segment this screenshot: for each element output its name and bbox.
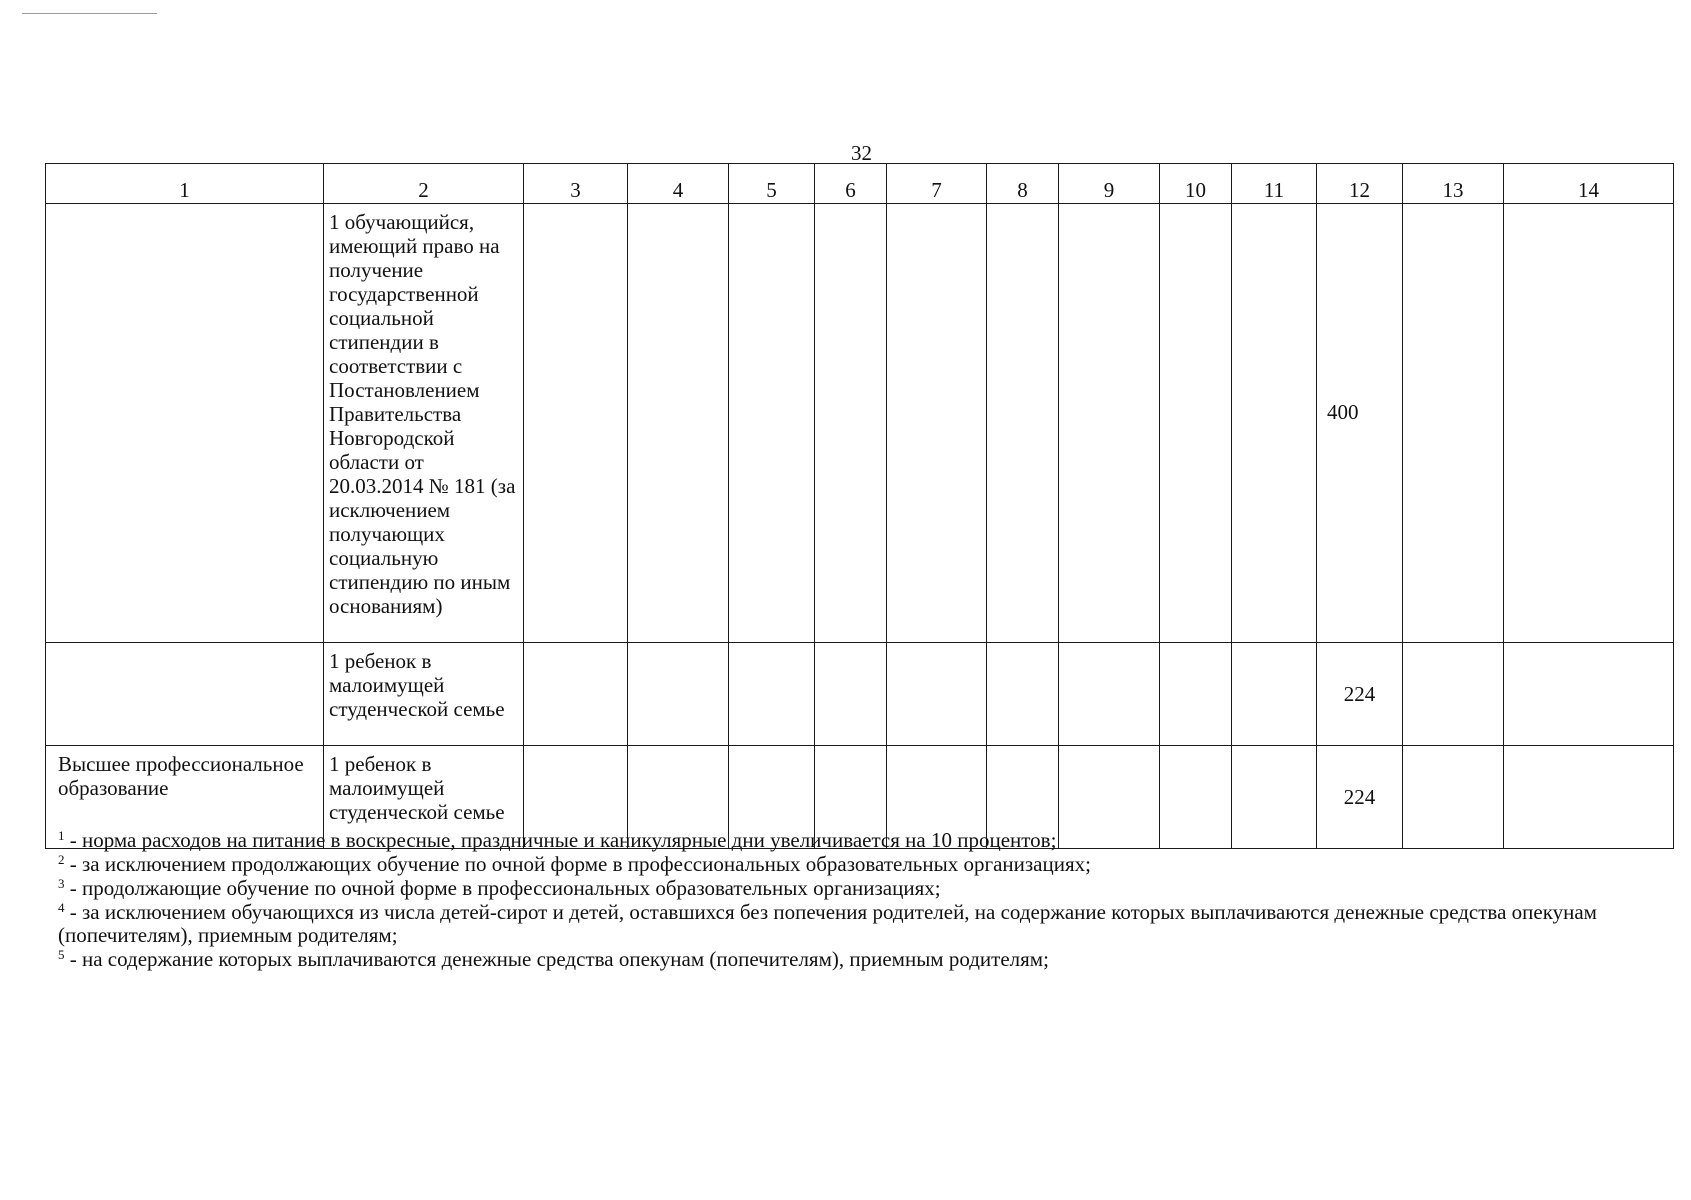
table-cell <box>1504 204 1674 643</box>
table-cell <box>815 204 887 643</box>
category-text <box>46 204 323 210</box>
table-row <box>46 204 1674 643</box>
column-header: 10 <box>1160 164 1232 204</box>
recipient-text: 1 обучающийся, имеющий право на получение государственной социальной стипендии в соответствии с Постановлением Правительства Новгородской области от 20.03.2014 № 181 (за исключением получающих социальную стипендию по иным основаниям) <box>329 210 516 618</box>
column-header: 3 <box>524 164 628 204</box>
footnote <box>58 829 1668 852</box>
table-cell <box>628 643 729 746</box>
amount-cell: 224 <box>1317 746 1403 849</box>
category-text: Высшее профессиональное образование <box>58 752 304 800</box>
table-cell <box>1059 643 1160 746</box>
table-cell <box>887 643 987 746</box>
footnote-marker: 1 <box>58 828 65 843</box>
table-cell <box>1403 204 1504 643</box>
column-header: 7 <box>887 164 987 204</box>
column-header: 5 <box>729 164 815 204</box>
column-header: 12 <box>1317 164 1403 204</box>
table-cell <box>524 204 628 643</box>
footnote-marker: 4 <box>58 900 65 915</box>
table-cell <box>815 643 887 746</box>
column-header: 4 <box>628 164 729 204</box>
data-table <box>45 163 1674 849</box>
table-cell <box>1160 204 1232 643</box>
table-cell <box>1160 643 1232 746</box>
column-header: 8 <box>987 164 1059 204</box>
footnote-text: - на содержание которых выплачиваются денежные средства опекунам (попечителям), приемным родителям; <box>64 947 1049 971</box>
table-cell <box>1232 204 1317 643</box>
footnote-marker: 5 <box>58 947 65 962</box>
footnote-marker: 2 <box>58 852 65 867</box>
footnote-text: - норма расходов на питание в воскресные, праздничные и каникулярные дни увеличивается на 10 процентов; <box>64 828 1057 852</box>
column-header: 11 <box>1232 164 1317 204</box>
table-cell <box>1504 643 1674 746</box>
column-header: 13 <box>1403 164 1504 204</box>
page-number: 32 <box>851 141 872 165</box>
footnote-marker: 3 <box>58 876 65 891</box>
footnote <box>58 901 1668 947</box>
table-cell <box>1232 643 1317 746</box>
table-header-row <box>46 164 1674 204</box>
amount-cell: 400 <box>1317 204 1403 643</box>
footnote-text: - продолжающие обучение по очной форме в профессиональных образовательных организациях; <box>64 876 941 900</box>
table-cell <box>46 643 324 746</box>
table-cell <box>324 643 524 746</box>
table-cell <box>46 204 324 643</box>
table-row <box>46 643 1674 746</box>
column-header: 9 <box>1059 164 1160 204</box>
table-cell <box>628 204 729 643</box>
amount-cell: 224 <box>1317 643 1403 746</box>
table-cell <box>1059 204 1160 643</box>
recipient-text: 1 ребенок в малоимущей студенческой семье <box>329 649 505 721</box>
column-header: 2 <box>324 164 524 204</box>
scan-edge-line <box>22 13 157 14</box>
footnote <box>58 948 1668 971</box>
column-header: 6 <box>815 164 887 204</box>
table-cell <box>1403 643 1504 746</box>
column-header: 1 <box>46 164 324 204</box>
table-cell <box>324 204 524 643</box>
table-cell <box>987 204 1059 643</box>
column-header: 14 <box>1504 164 1674 204</box>
footnote-text: - за исключением продолжающих обучение по очной форме в профессиональных образовательных организациях; <box>64 852 1091 876</box>
footnote <box>58 853 1668 876</box>
recipient-text: 1 ребенок в малоимущей студенческой семье <box>329 752 505 824</box>
footnotes <box>58 829 1668 972</box>
table-cell <box>524 643 628 746</box>
table-cell <box>887 204 987 643</box>
table-cell <box>987 643 1059 746</box>
category-text <box>46 643 323 649</box>
table-cell <box>729 204 815 643</box>
footnote <box>58 877 1668 900</box>
footnote-text: - за исключением обучающихся из числа детей-сирот и детей, оставшихся без попечения родителей, на содержание которых выплачиваются денежные средства опекунам (попечителям), приемным родителям; <box>58 900 1597 947</box>
table-cell <box>729 643 815 746</box>
